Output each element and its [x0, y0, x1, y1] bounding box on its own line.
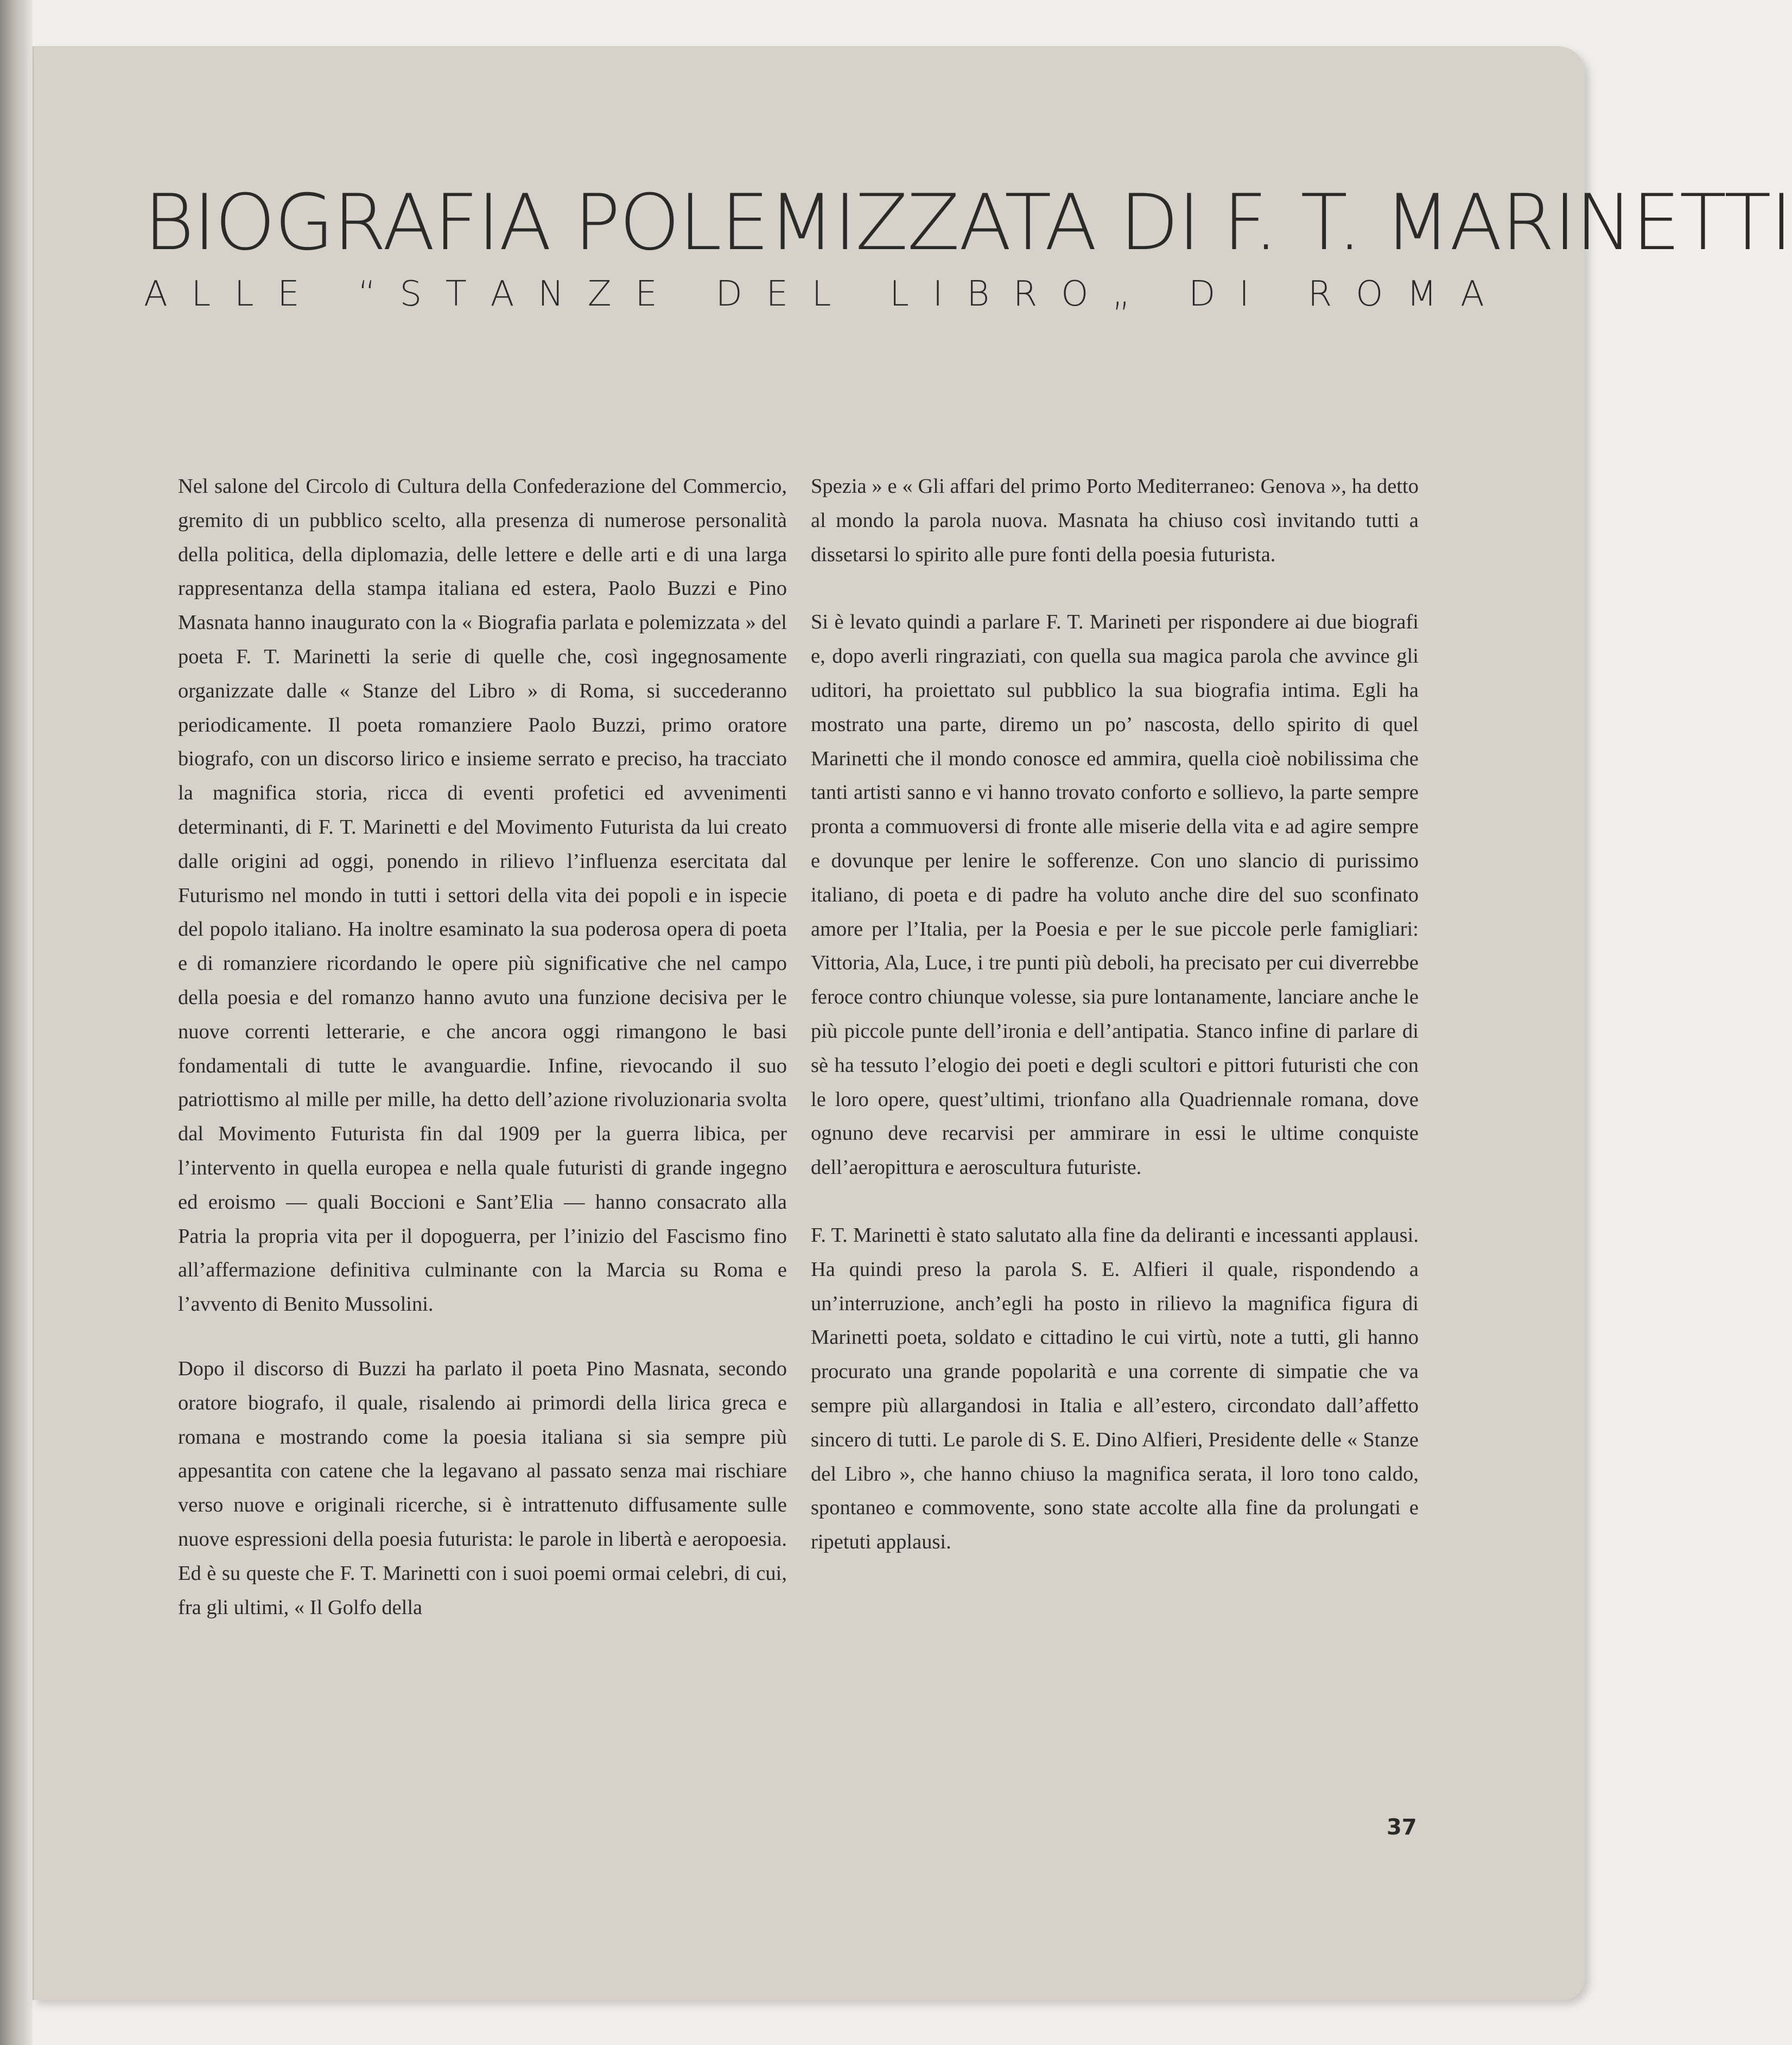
subtitle-letter: M: [1407, 274, 1437, 314]
paragraph-masnata: Dopo il discorso di Buzzi ha parlato il poeta Pino Masnata, secondo oratore biografo, il quale, risalendo ai primordi della lirica greca e romana e mostrando come la poesia italiana si sia sempre più appesantita con catene che la legavano al passato senza mai rischiare verso nuove e originali ricerche, si è intrattenuto diffusamente sulle nuove espressioni della poesia futurista: le parole in libertà e aeropoesia. Ed è su queste che F. T. Marinetti con i suoi poemi ormai celebri, di cui, fra gli ultimi, « Il Golfo della: [178, 1357, 787, 1619]
subtitle-letter: D: [1189, 274, 1216, 314]
subtitle-letter: O: [1061, 274, 1089, 314]
subtitle-letter: R: [1013, 274, 1038, 314]
subtitle-letter: L: [234, 274, 254, 314]
subtitle-letter: E: [635, 274, 657, 314]
subtitle-letter: “: [358, 274, 376, 314]
article-subtitle: [144, 274, 1484, 314]
paragraph-marinetti-reply: Si è levato quindi a parlare F. T. Marineti per rispondere ai due biografi e, dopo averli ringraziati, con quella sua magica parola che avvince gli uditori, ha proiettato sul pubblico la sua biografia intima. Egli ha mostrato una parte, diremo un po’ nascosta, dello spirito di quel Marinetti che il mondo conosce ed ammira, quella cioè nobilissima che tanti artisti sanno e vi hanno trovato conforto e sollievo, la parte sempre pronta a commuoversi di fronte alle miserie della vita e ad agire sempre e dovunque per lenire le sofferenze. Con uno slancio di purissimo italiano, di poeta e di padre ha voluto anche dire del suo sconfinato amore per l’Italia, per la Poesia e per le sue piccole perle famigliari: Vittoria, Ala, Luce, i tre punti più deboli, ha precisato per cui diverrebbe feroce contro chiunque volesse, sia pure lontanamente, lanciare anche le più piccole punte dell’ironia e dell’antipatia. Stanco infine di parlare di sè ha tessuto l’elogio dei poeti e degli scultori e pittori futuristi che con le loro opere, quest’ultimi, trionfano alla Quadriennale romana, dove ognuno deve recarvisi per ammirare in essi le ultime conquiste dell’aeropittura e aeroscultura futuriste.: [811, 611, 1419, 1179]
subtitle-letter: L: [191, 274, 211, 314]
subtitle-letter: B: [967, 274, 990, 314]
subtitle-letter: [1273, 277, 1284, 312]
subtitle-letter: [855, 277, 866, 312]
subtitle-letter: E: [277, 274, 300, 314]
subtitle-letter: T: [445, 274, 467, 314]
subtitle-letter: L: [889, 274, 909, 314]
right-column: [811, 469, 1419, 1559]
left-column: [178, 469, 787, 1624]
paragraph-masnata-continued: Spezia » e « Gli affari del primo Porto Mediterraneo: Genova », ha detto al mondo la parola nuova. Masnata ha chiuso così invitando tutti a dissetarsi lo spirito alle pure fonti della poesia futurista.: [811, 475, 1419, 566]
subtitle-letter: A: [144, 274, 168, 314]
subtitle-letter: S: [399, 274, 422, 314]
paragraph-buzzi: Nel salone del Circolo di Cultura della Confederazione del Commercio, gremito di un pubblico scelto, alla presenza di numerose personalità della politica, della diplomazia, delle lettere e delle arti e di una larga rappresentanza della stampa italiana ed estera, Paolo Buzzi e Pino Masnata hanno inaugurato con la « Biografia parlata e polemizzata » del poeta F. T. Marinetti la serie di quelle che, così ingegnosamente organizzate dalle « Stanze del Libro » di Roma, si succederanno periodicamente. Il poeta romanziere Paolo Buzzi, primo oratore biografo, con un discorso lirico e insieme serrato e preciso, ha tracciato la magnifica storia, ricca di eventi profetici ed avvenimenti determinanti, di F. T. Marinetti e del Movimento Futurista da lui creato dalle origini ad oggi, ponendo in rilievo l’influenza esercitata dal Futurismo nel mondo in tutti i settori della vita dei popoli e in ispecie del popolo italiano. Ha inoltre esaminato la sua poderosa opera di poeta e di romanziere ricordando le opere più significative che nel campo della poesia e del romanzo hanno avuto una funzione decisiva per le nuove correnti letterarie, e che ancora oggi rimangono le basi fondamentali di tutte le avanguardie. Infine, rievocando il suo patriottismo al mille per mille, ha detto dell’azione rivoluzionaria svolta dal Movimento Futurista fin dal 1909 per la guerra libica, per l’intervento in quella europea e nella quale futuristi di grande ingegno ed eroismo — quali Boccioni e Sant’Elia — hanno consacrato alla Patria la propria vita per il dopoguerra, per l’inizio del Fascismo fino all’affermazione definitiva culminante con la Marcia su Roma e l’avvento di Benito Mussolini.: [178, 475, 787, 1316]
subtitle-letter: I: [1239, 274, 1250, 314]
subtitle-letter: R: [1307, 274, 1332, 314]
subtitle-letter: E: [766, 274, 789, 314]
subtitle-letter: [1154, 277, 1165, 312]
subtitle-letter: N: [538, 274, 564, 314]
magazine-page: [33, 46, 1792, 2000]
scan-binding-edge: [0, 0, 33, 2045]
page-number: 37: [1387, 1815, 1417, 1840]
subtitle-letter: L: [811, 274, 831, 314]
subtitle-letter: „: [1112, 274, 1130, 314]
article-title: BIOGRAFIA POLEMIZZATA DI F. T. MARINETTI: [144, 178, 1792, 268]
subtitle-letter: [323, 277, 334, 312]
subtitle-letter: A: [1460, 274, 1484, 314]
paragraph-alfieri: F. T. Marinetti è stato salutato alla fine da deliranti e incessanti applausi. Ha quindi preso la parola S. E. Alfieri il quale, rispondendo a un’interruzione, anch’egli ha posto in rilievo la magnifica figura di Marinetti poeta, soldato e cittadino le cui virtù, note a tutti, gli hanno procurato una grande popolarità e una corrente di simpatie che va sempre più allargandosi in Italia e all’estero, circondato dall’affetto sincero di tutti. Le parole di S. E. Dino Alfieri, Presidente delle « Stanze del Libro », che hanno chiuso la magnifica serata, il loro tono caldo, spontaneo e commovente, sono state accolte alla fine da prolungati e ripetuti applausi.: [811, 1223, 1419, 1554]
subtitle-letter: O: [1356, 274, 1383, 314]
subtitle-letter: Z: [587, 274, 612, 314]
subtitle-letter: I: [932, 274, 943, 314]
subtitle-letter: [681, 277, 692, 312]
subtitle-letter: A: [490, 274, 514, 314]
subtitle-letter: D: [715, 274, 742, 314]
